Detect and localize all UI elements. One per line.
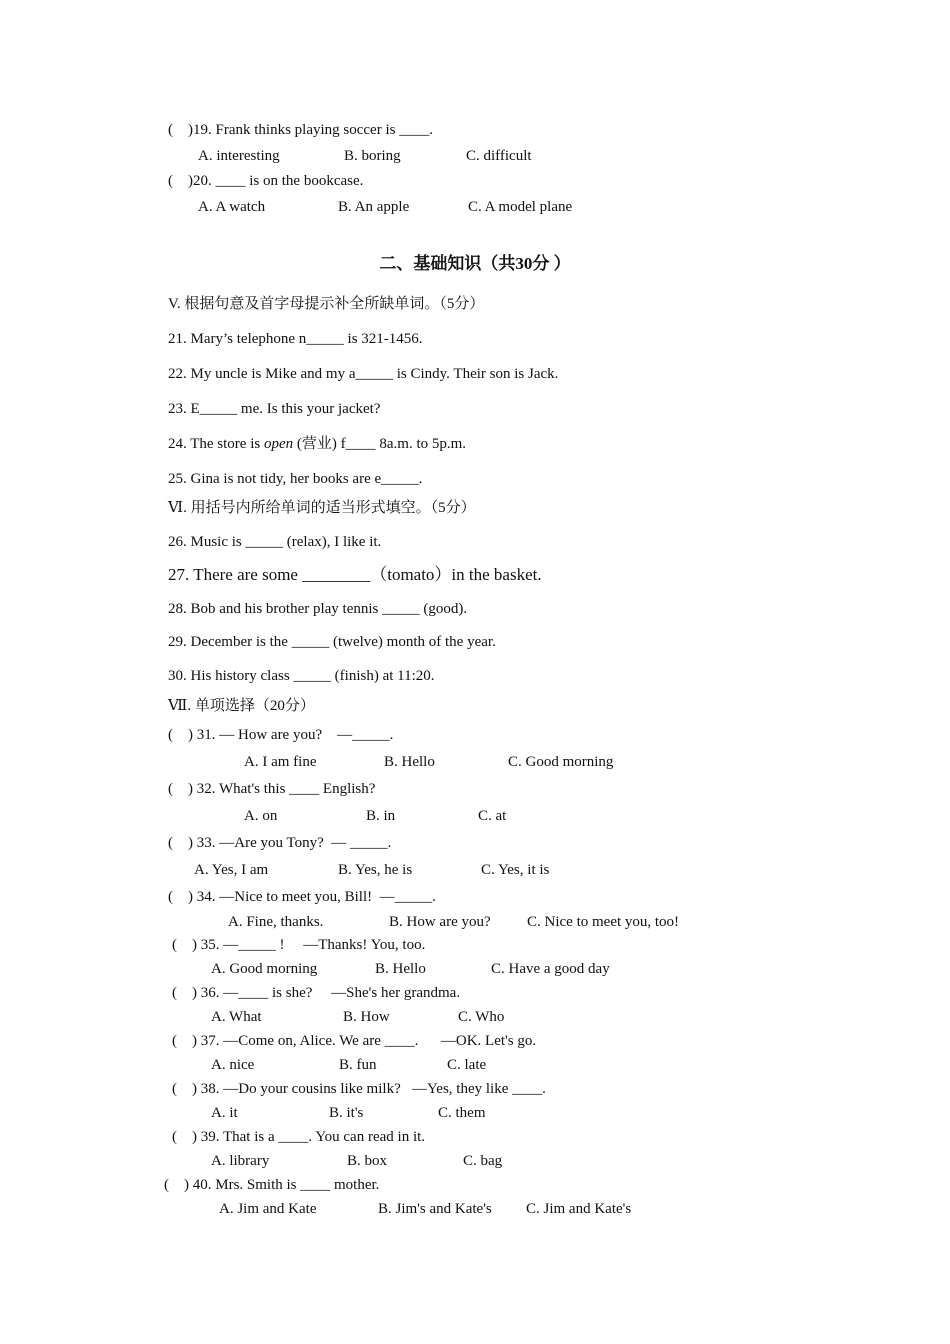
q19-option-a: A. interesting (198, 148, 280, 164)
q31-option-c: C. Good morning (508, 754, 614, 770)
q35-option-b: B. Hello (375, 961, 426, 977)
question-40: ( ) 40. Mrs. Smith is ____ mother. (164, 1177, 380, 1193)
question-39: ( ) 39. That is a ____. You can read in it. (172, 1129, 426, 1145)
q32-option-b: B. in (366, 808, 396, 824)
question-30: 30. His history class _____ (finish) at 11:20. (168, 668, 435, 684)
q38-option-c: C. them (438, 1105, 486, 1121)
q19-option-b: B. boring (344, 148, 401, 164)
question-26: 26. Music is _____ (relax), I like it. (168, 534, 382, 550)
q32-option-c: C. at (478, 808, 507, 824)
q40-option-a: A. Jim and Kate (219, 1201, 317, 1217)
q37-option-b: B. fun (339, 1057, 377, 1073)
q31-option-b: B. Hello (384, 754, 435, 770)
q35-option-c: C. Have a good day (491, 961, 610, 977)
q33-option-b: B. Yes, he is (338, 862, 413, 878)
q36-option-b: B. How (343, 1009, 390, 1025)
q24-italic-word: open (263, 436, 294, 452)
q39-option-a: A. library (211, 1153, 270, 1169)
part5-header: V. 根据句意及首字母提示补全所缺单词。（5分） (168, 296, 485, 312)
q24-text-post: (营业) f____ 8a.m. to 5p.m. (293, 436, 467, 452)
q39-option-c: C. bag (463, 1153, 503, 1169)
question-24 (168, 434, 466, 454)
q19-option-c: C. difficult (466, 148, 532, 164)
question-19: ( )19. Frank thinks playing soccer is ____. (168, 122, 433, 138)
q36-option-a: A. What (211, 1009, 262, 1025)
q31-option-a: A. I am fine (244, 754, 317, 770)
question-20: ( )20. ____ is on the bookcase. (168, 173, 364, 189)
q34-option-b: B. How are you? (389, 914, 491, 930)
question-25: 25. Gina is not tidy, her books are e_____. (168, 471, 423, 487)
part7-header: Ⅶ. 单项选择（20分） (168, 698, 315, 714)
q32-option-a: A. on (244, 808, 278, 824)
q37-option-a: A. nice (211, 1057, 255, 1073)
q33-option-a: A. Yes, I am (194, 862, 269, 878)
q38-option-b: B. it's (329, 1105, 364, 1121)
q34-option-a: A. Fine, thanks. (228, 914, 324, 930)
question-37: ( ) 37. —Come on, Alice. We are ____. —OK. Let's go. (172, 1033, 537, 1049)
question-32: ( ) 32. What's this ____ English? (168, 781, 376, 797)
section-title: 二、基础知识（共30分 ） (379, 254, 571, 273)
question-22: 22. My uncle is Mike and my a_____ is Cindy. Their son is Jack. (168, 366, 559, 382)
q40-option-c: C. Jim and Kate's (526, 1201, 632, 1217)
q20-option-c: C. A model plane (468, 199, 573, 215)
question-21: 21. Mary’s telephone n_____ is 321-1456. (168, 331, 423, 347)
question-31: ( ) 31. — How are you? —_____. (168, 727, 394, 743)
q34-option-c: C. Nice to meet you, too! (527, 914, 680, 930)
question-27: 27. There are some ________（tomato）in the basket. (168, 565, 542, 584)
question-36: ( ) 36. —____ is she? —She's her grandma. (172, 985, 461, 1001)
q36-option-c: C. Who (458, 1009, 505, 1025)
question-35: ( ) 35. —_____ ! —Thanks! You, too. (172, 937, 426, 953)
q20-option-b: B. An apple (338, 199, 410, 215)
q38-option-a: A. it (211, 1105, 238, 1121)
question-38: ( ) 38. —Do your cousins like milk? —Yes, they like ____. (172, 1081, 546, 1097)
question-23: 23. E_____ me. Is this your jacket? (168, 401, 381, 417)
q35-option-a: A. Good morning (211, 961, 318, 977)
q33-option-c: C. Yes, it is (481, 862, 550, 878)
question-28: 28. Bob and his brother play tennis _____ (good). (168, 601, 468, 617)
question-34: ( ) 34. —Nice to meet you, Bill! —_____. (168, 889, 436, 905)
q20-option-a: A. A watch (198, 199, 266, 215)
question-33: ( ) 33. —Are you Tony? — _____. (168, 835, 392, 851)
q40-option-b: B. Jim's and Kate's (378, 1201, 492, 1217)
question-29: 29. December is the _____ (twelve) month of the year. (168, 634, 496, 650)
q24-text-pre: 24. The store is (168, 436, 264, 452)
q37-option-c: C. late (447, 1057, 487, 1073)
q39-option-b: B. box (347, 1153, 388, 1169)
part6-header: Ⅵ. 用括号内所给单词的适当形式填空。（5分） (168, 500, 476, 516)
